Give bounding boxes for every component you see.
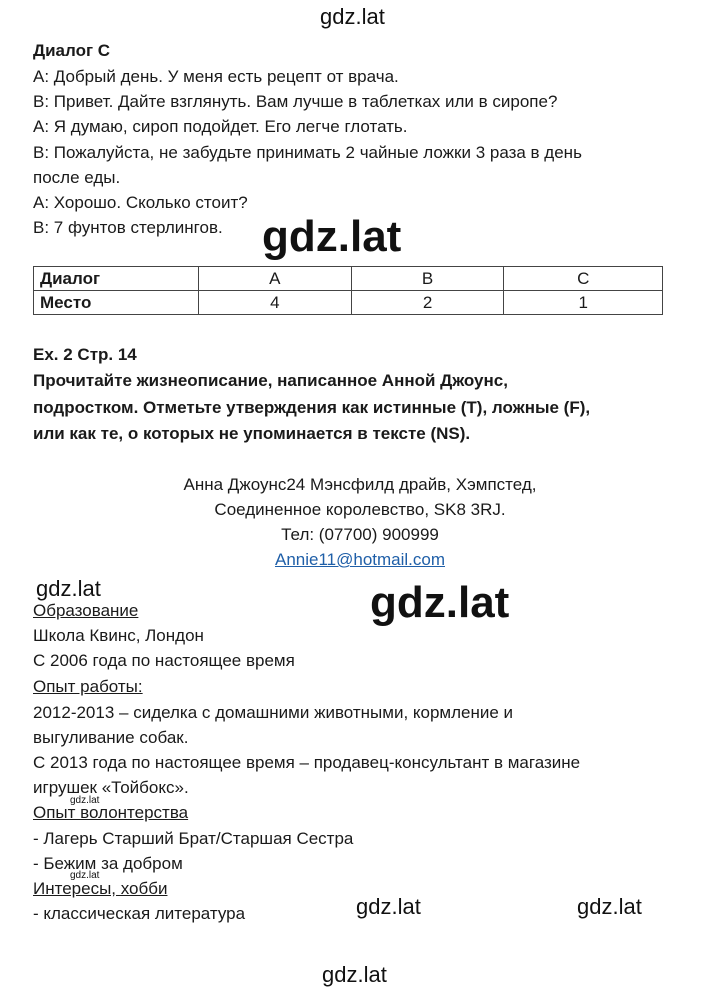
- dialog-place-table: [33, 266, 663, 315]
- hobbies-line: - классическая литература: [33, 904, 246, 923]
- volunteer-heading: Опыт волонтерства: [33, 803, 189, 822]
- table-cell: Место: [34, 291, 199, 315]
- education-line: Школа Квинс, Лондон: [33, 626, 204, 645]
- table-cell: 1: [504, 291, 663, 315]
- table-cell: B: [351, 267, 504, 291]
- watermark-big: gdz.lat: [370, 578, 510, 627]
- table-row: [34, 291, 663, 315]
- work-line: выгуливание собак.: [33, 728, 189, 747]
- work-line: С 2013 года по настоящее время – продавец-консультант в магазине: [33, 753, 581, 772]
- dialog-line: А: Я думаю, сироп подойдет. Его легче глотать.: [33, 117, 408, 136]
- table-cell: Диалог: [34, 267, 199, 291]
- task-line: подростком. Отметьте утверждения как истинные (T), ложные (F),: [33, 398, 591, 417]
- watermark-big: gdz.lat: [262, 212, 402, 261]
- address-line: Анна Джоунс24 Мэнсфилд драйв, Хэмпстед,: [183, 475, 537, 494]
- watermark-top: gdz.lat: [320, 4, 385, 29]
- dialog-line: В: Привет. Дайте взглянуть. Вам лучше в таблетках или в сиропе?: [33, 92, 558, 111]
- address-line: Соединенное королевство, SK8 3RJ.: [214, 500, 506, 519]
- volunteer-line: - Бежим за добром: [33, 854, 183, 873]
- watermark-tiny: gdz.lat: [70, 795, 100, 806]
- task-line: Прочитайте жизнеописание, написанное Анной Джоунс,: [33, 371, 508, 390]
- dialog-line: А: Хорошо. Сколько стоит?: [33, 193, 248, 212]
- watermark-left: gdz.lat: [36, 576, 101, 601]
- phone: Тел: (07700) 900999: [281, 525, 439, 544]
- work-heading: Опыт работы:: [33, 677, 143, 696]
- watermark-tiny: gdz.lat: [70, 870, 100, 881]
- email-link[interactable]: Annie11@hotmail.com: [274, 550, 446, 569]
- dialog-title: Диалог С: [33, 41, 111, 60]
- table-cell: 4: [199, 291, 352, 315]
- watermark-bottom-right: gdz.lat: [577, 894, 642, 919]
- dialog-line: В: 7 фунтов стерлингов.: [33, 218, 223, 237]
- table-cell: A: [199, 267, 352, 291]
- dialog-line: А: Добрый день. У меня есть рецепт от врача.: [33, 67, 399, 86]
- task-line: или как те, о которых не упоминается в тексте (NS).: [33, 424, 471, 443]
- exercise-heading: Ex. 2 Стр. 14: [33, 345, 137, 364]
- education-heading: Образование: [33, 601, 139, 620]
- dialog-line: после еды.: [33, 168, 121, 187]
- work-line: игрушек «Тойбокс».: [33, 778, 189, 797]
- table-cell: 2: [351, 291, 504, 315]
- email-row: [0, 547, 720, 572]
- hobbies-heading: Интересы, хобби: [33, 879, 168, 898]
- education-line: С 2006 года по настоящее время: [33, 651, 295, 670]
- watermark-bottom: gdz.lat: [322, 962, 387, 987]
- table-row: [34, 267, 663, 291]
- work-line: 2012-2013 – сиделка с домашними животными, кормление и: [33, 703, 514, 722]
- table-cell: C: [504, 267, 663, 291]
- dialog-line: В: Пожалуйста, не забудьте принимать 2 чайные ложки 3 раза в день: [33, 143, 582, 162]
- watermark-bottom-mid: gdz.lat: [356, 894, 421, 919]
- volunteer-line: - Лагерь Старший Брат/Старшая Сестра: [33, 829, 354, 848]
